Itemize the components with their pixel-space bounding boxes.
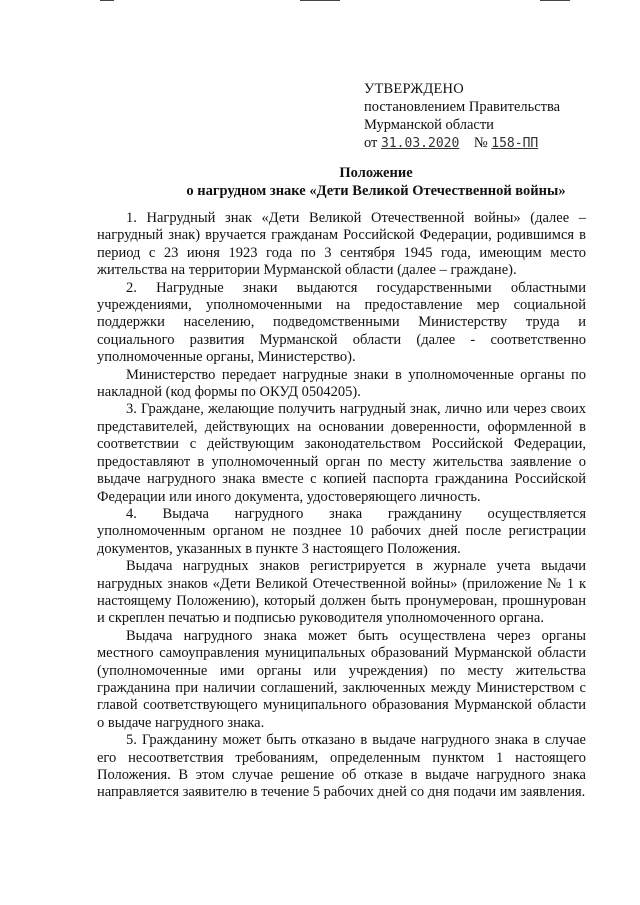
approval-line-1: постановлением Правительства [364, 99, 561, 115]
approval-number-sign: № [473, 135, 488, 151]
approval-date: 31.03.2020 [381, 136, 460, 151]
scan-artifact [540, 0, 570, 1]
document-body [97, 210, 586, 802]
paragraph-4: 3. Граждане, желающие получить нагрудный знак, лично или через своих представителей, действующих на основании доверенности, оформленной в соответствии с действующим законодательством Российской Федерации, предоставляют в уполномоченный орган по месту жительства заявление о выдаче нагрудного знака вместе с копией паспорта гражданина Российской Федерации или иного документа, удостоверяющего личность. [97, 401, 586, 505]
paragraph-5: 4. Выдача нагрудного знака гражданину осуществляется уполномоченным органом не позднее 10 рабочих дней после регистрации документов, указанных в пункте 3 настоящего Положения. [97, 505, 586, 557]
paragraph-1: 1. Нагрудный знак «Дети Великой Отечественной войны» (далее – нагрудный знак) вручается гражданам Российской Федерации, родившимся в период с 23 июня 1923 года по 3 сентября 1945 года, имеющим место жительства на территории Мурманской области (далее – граждане). [97, 210, 586, 279]
approval-from-label: от [364, 135, 378, 151]
paragraph-6: Выдача нагрудных знаков регистрируется в журнале учета выдачи нагрудных знаков «Дети Великой Отечественной войны» (приложение № 1 к настоящему Положению), который должен быть пронумерован, прошнурован и скреплен печатью и подписью руководителя уполномоченного органа. [97, 558, 586, 627]
paragraph-2: 2. Нагрудные знаки выдаются государственными областными учреждениями, уполномоченными на предоставление мер социальной поддержки населению, подведомственными Министерству труда и социального развития Мурманской области (далее - соответственно уполномоченные органы, Министерство). [97, 279, 586, 366]
approval-number: 158-ПП [491, 136, 539, 151]
title-line-1: Положение [339, 165, 413, 181]
paragraph-7: Выдача нагрудного знака может быть осуществлена через органы местного самоуправления муниципальных образований Мурманской области (уполномоченные ими органы или учреждения) по месту жительства гражданина при наличии соглашений, заключенных между Министерством с главой соответствующего муниципального образования Мурманской области о выдаче нагрудного знака. [97, 627, 586, 731]
approval-line-2: Мурманской области [364, 117, 494, 133]
approval-date-line [364, 134, 560, 153]
scan-artifact [100, 0, 114, 1]
paragraph-3: Министерство передает нагрудные знаки в уполномоченные органы по накладной (код формы по ОКУД 0504205). [97, 366, 586, 401]
approval-stamp [364, 80, 560, 153]
paragraph-8: 5. Гражданину может быть отказано в выдаче нагрудного знака в случае его несоответствия требованиям, определенным пунктом 1 настоящего Положения. В этом случае решение об отказе в выдаче нагрудного знака направляется заявителю в течение 5 рабочих дней со дня подачи им заявления. [97, 732, 586, 801]
approval-heading: УТВЕРЖДЕНО [364, 81, 464, 97]
scan-artifact [300, 0, 340, 1]
title-line-2: о нагрудном знаке «Дети Великой Отечественной войны» [186, 183, 566, 199]
document-title [96, 164, 640, 200]
